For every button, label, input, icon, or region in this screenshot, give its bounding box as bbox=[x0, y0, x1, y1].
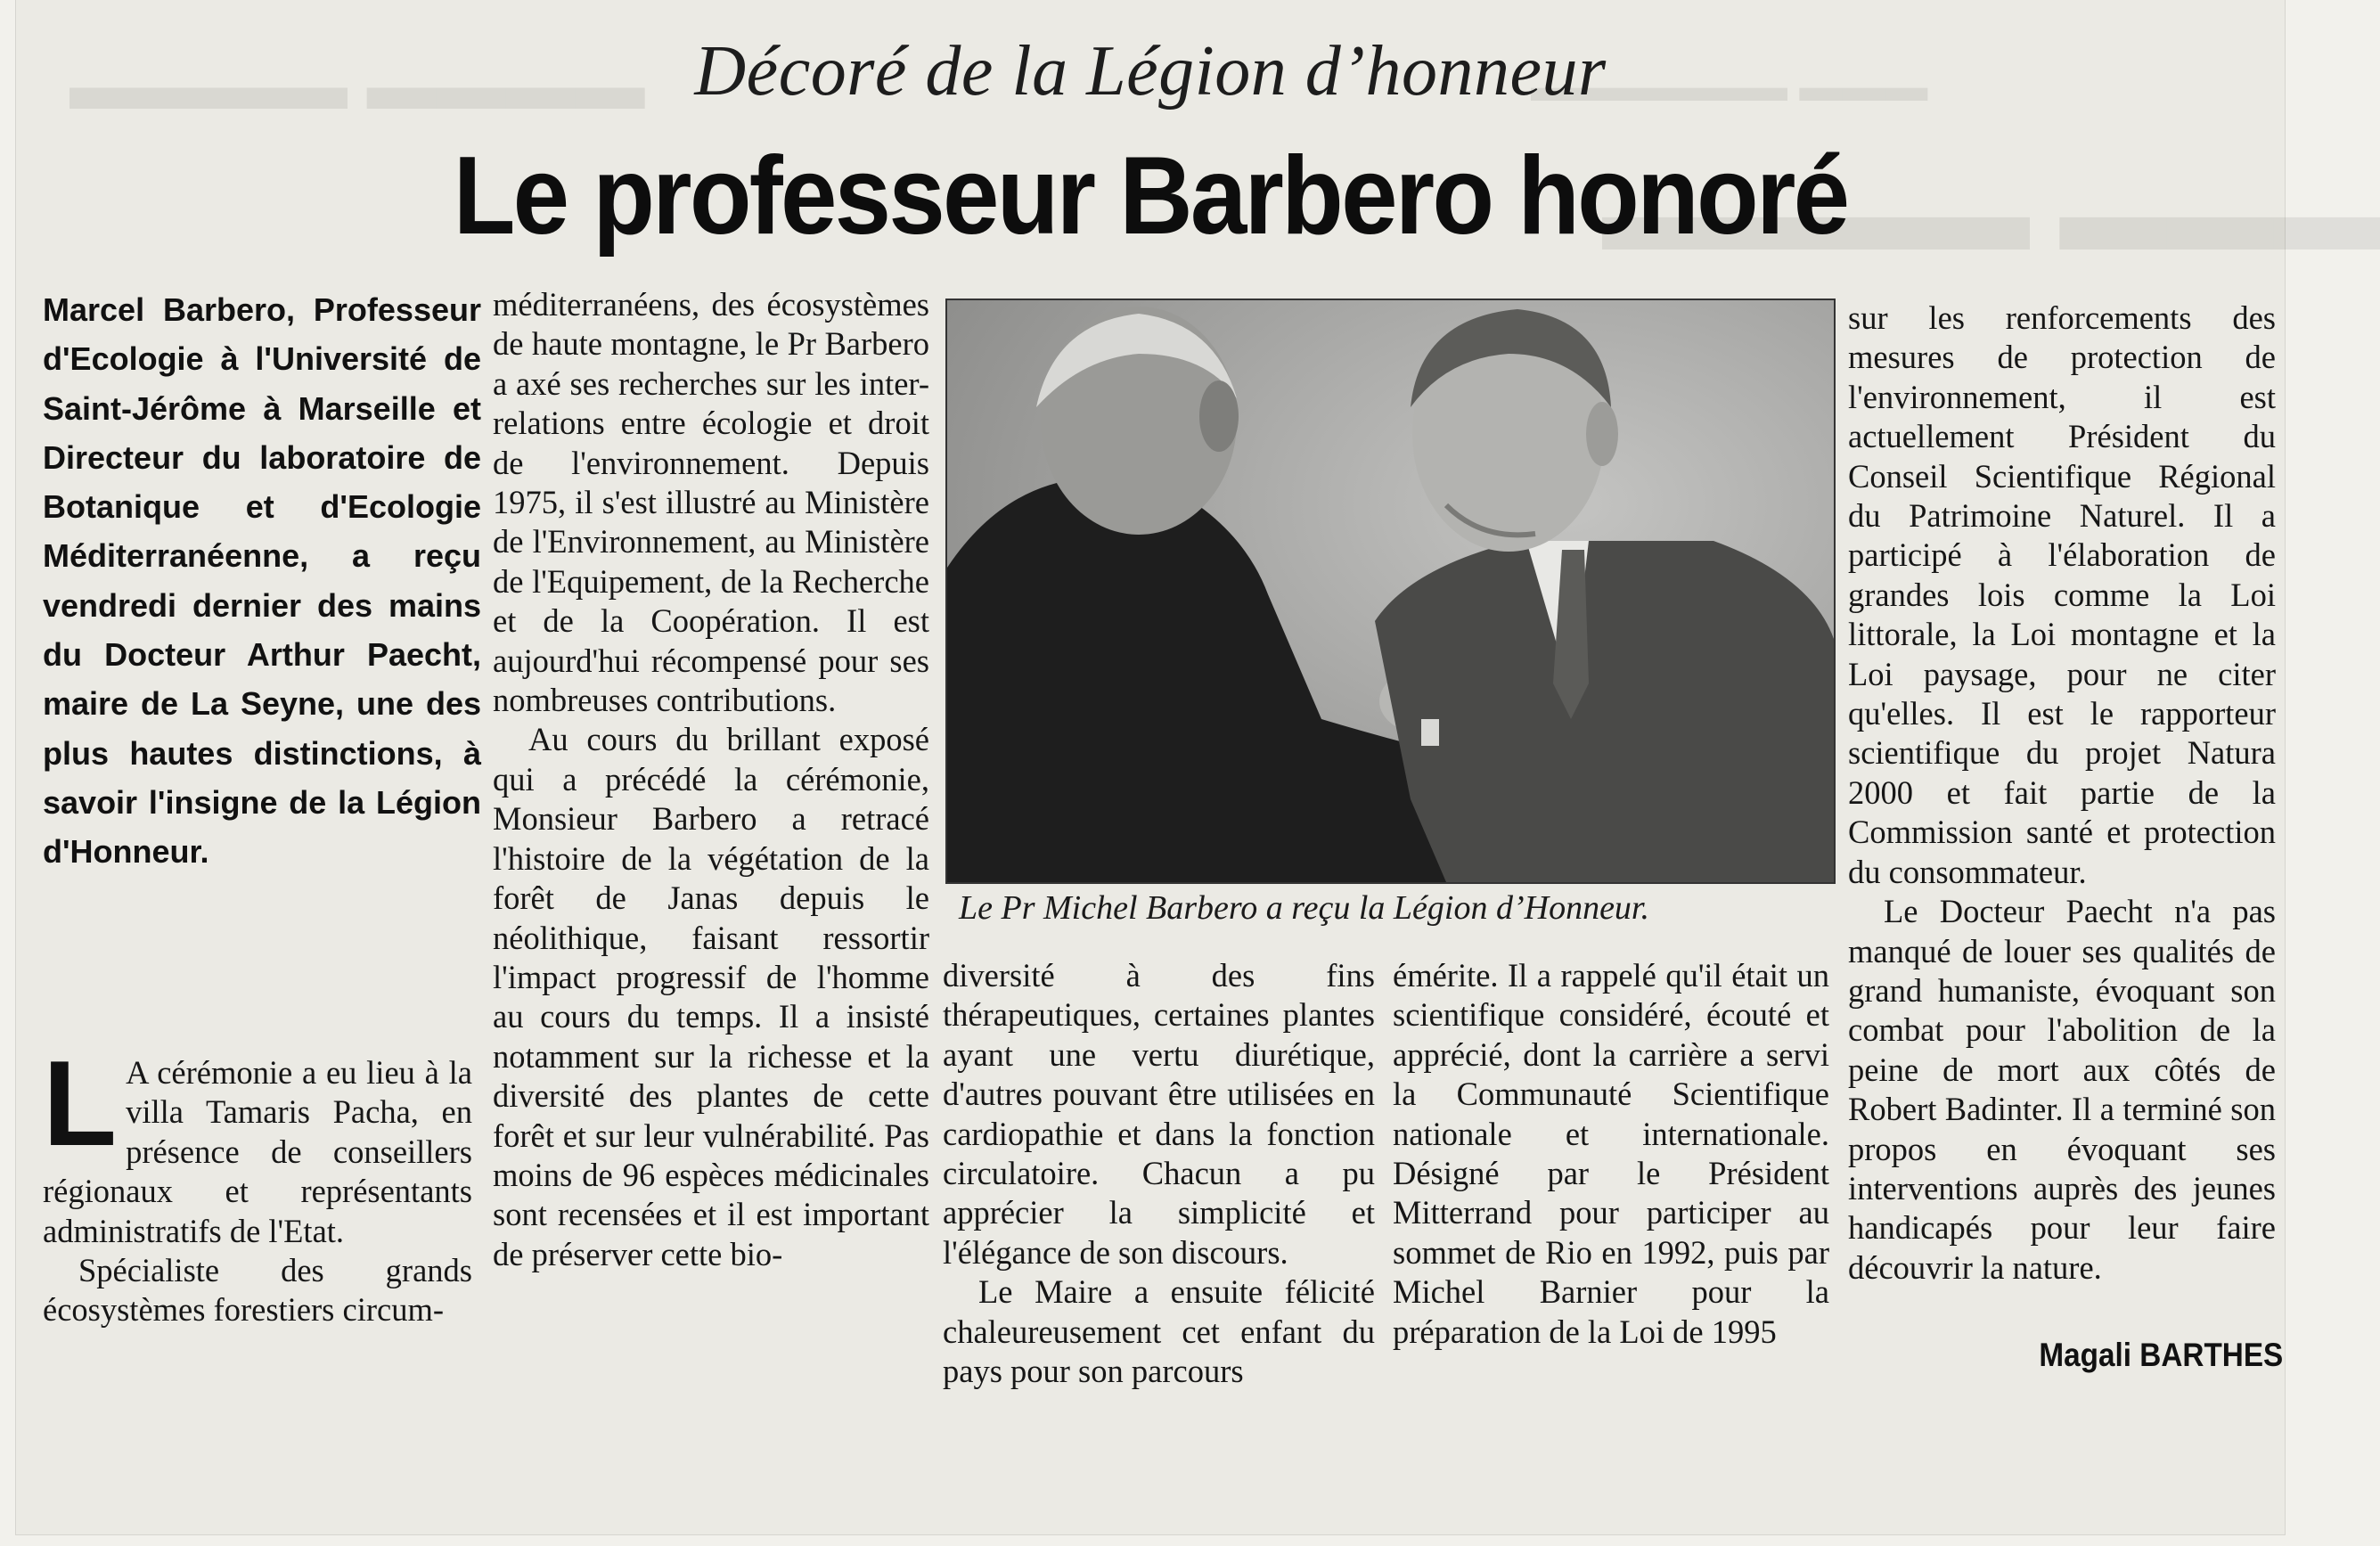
article-lede: Marcel Barbero, Professeur d'Ecologie à l'Université de Saint-Jérôme à Marseille et Directeur du laboratoire de Botanique et d'Ecologie Méditerranéenne, a reçu vendredi dernier des mains du Docteur Arthur Paecht, maire de La Seyne, une des plus hautes distinctions, à savoir l'insigne de la Légion d'Honneur. bbox=[43, 291, 481, 871]
paragraph: A cérémonie a eu lieu à la villa Tamaris Pacha, en présence de conseillers régionaux et représentants administratifs de l'Etat. bbox=[43, 1054, 472, 1249]
article-column-4 bbox=[1393, 956, 1829, 1352]
paragraph: méditerranéens, des écosystèmes de haute montagne, le Pr Barbero a axé ses recherches sur les inter-relations entre écologie et droit de l'environnement. Depuis 1975, il s'est illustré au Ministère de l'Environnement, au Ministère de l'Equipement, de la Recherche et de la Coopération. Il est aujourd'hui récompensé pour ses nombreuses contributions. bbox=[493, 286, 929, 719]
paragraph: sur les renforcements des mesures de protection de l'environnement, il est actuellement Président du Conseil Scientifique Régional du Patrimoine Naturel. Il a participé à l'élaboration de grandes lois comme la Loi littorale, la Loi montagne et la Loi paysage, pour ne citer qu'elles. Il est le rapporteur scientifique du projet Natura 2000 et fait partie de la Commission santé et protection du consommateur. bbox=[1848, 299, 2276, 890]
article-photo bbox=[945, 299, 1836, 884]
paragraph: émérite. Il a rappelé qu'il était un scientifique considéré, écouté et apprécié, dont la carrière a servi la Communauté Scientifique nationale et internationale. Désigné par le Président Mitterrand pour participer au sommet de Rio en 1992, puis par Michel Barnier pour la préparation de la Loi de 1995 bbox=[1393, 957, 1829, 1350]
bleed-through-text: ▬▬▬ ▬▬▬▬▬▬ bbox=[1531, 63, 1928, 110]
article-column-3 bbox=[943, 956, 1375, 1391]
article-column-5 bbox=[1848, 299, 2276, 1288]
bleed-through-text: ▬▬▬▬ ▬▬▬▬ bbox=[70, 45, 645, 124]
drop-cap: L bbox=[43, 1035, 118, 1171]
newspaper-clipping bbox=[16, 0, 2380, 1534]
bleed-through-text: ▬▬▬ ▬▬▬▬ bbox=[1602, 153, 2380, 273]
photo-caption: Le Pr Michel Barbero a reçu la Légion d’Honneur. bbox=[959, 889, 1650, 927]
paragraph: Le Docteur Paecht n'a pas manqué de louer ses qualités de grand humaniste, évoquant son combat pour l'abolition de la peine de mort aux côtés de Robert Badinter. Il a terminé son propos en évoquant ses interventions auprès des jeunes handicapés pour leur faire découvrir la nature. bbox=[1848, 893, 2276, 1286]
article-column-1 bbox=[43, 1035, 472, 1330]
article-column-2 bbox=[493, 285, 929, 1274]
photo-illustration bbox=[947, 300, 1834, 882]
article-kicker: Décoré de la Légion d’honneur bbox=[694, 32, 1607, 110]
paragraph: Spécialiste des grands écosystèmes forestiers circum- bbox=[43, 1252, 472, 1329]
article-headline: Le professeur Barbero honoré bbox=[453, 135, 1848, 258]
paragraph: diversité à des fins thérapeutiques, certaines plantes ayant une vertu diurétique, d'autres pouvant être utilisées en cardiopathie et dans la fonction circulatoire. Chacun a pu apprécier la simplicité et l'élégance de son discours. bbox=[943, 957, 1375, 1271]
paragraph: Le Maire a ensuite félicité chaleureusement cet enfant du pays pour son parcours bbox=[943, 1273, 1375, 1390]
article-byline: Magali BARTHES bbox=[2039, 1337, 2284, 1373]
paragraph: Au cours du brillant exposé qui a précédé la cérémonie, Monsieur Barbero a retracé l'histoire de la végétation de la forêt de Janas depuis le néolithique, faisant ressortir l'impact progressif de l'homme au cours du temps. Il a insisté notamment sur la richesse et la diversité des plantes de cette forêt et sur leur vulnérabilité. Pas moins de 96 espèces médicinales sont recensées et il est important de préserver cette bio- bbox=[493, 721, 929, 1272]
